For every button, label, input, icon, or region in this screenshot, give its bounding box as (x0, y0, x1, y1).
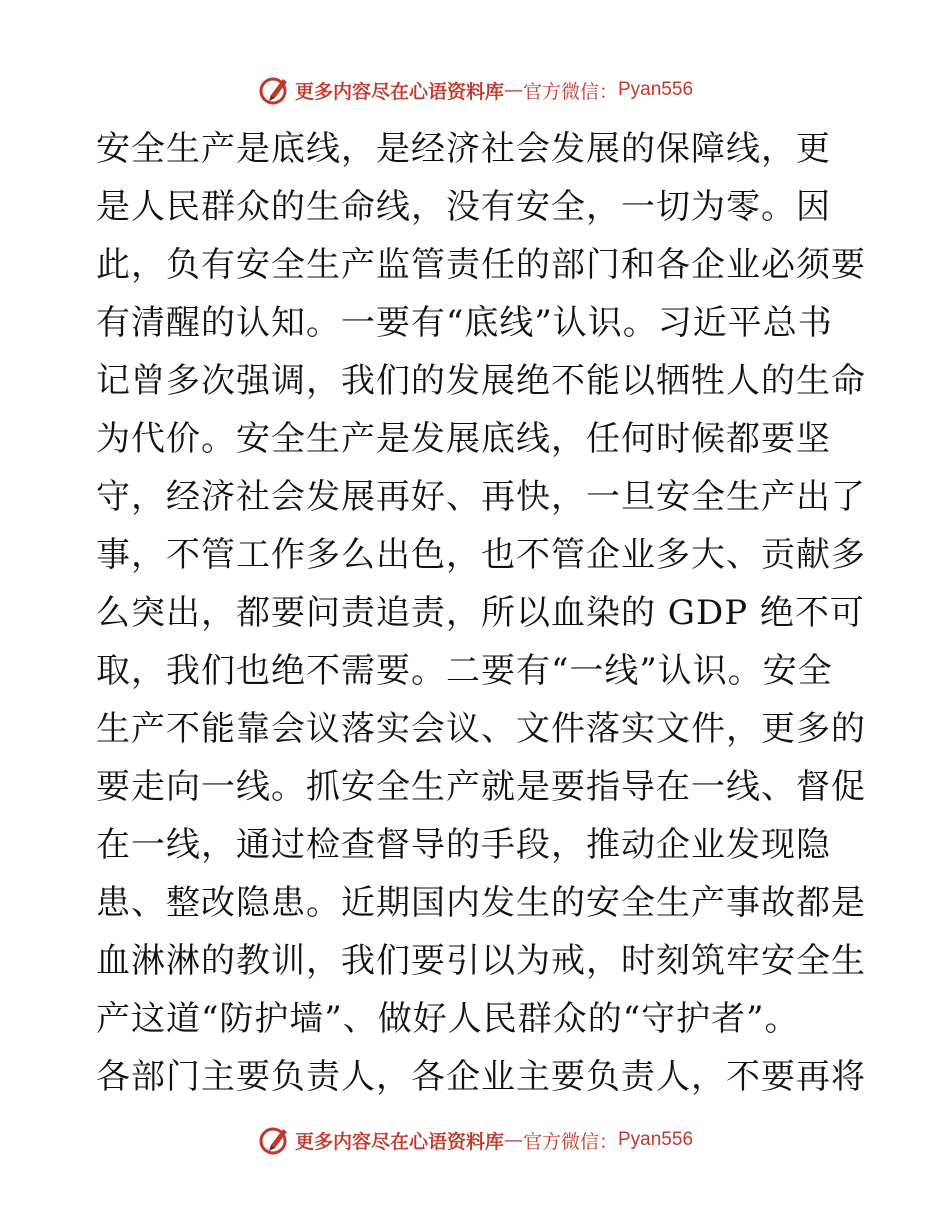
pen-nib-circle-logo-icon (257, 73, 291, 107)
body-line: 记曾多次强调，我们的发展绝不能以牺牲人的生命 (96, 361, 866, 401)
watermark-site-text: 更多内容尽在心语资料库 (294, 80, 504, 103)
header-watermark (0, 70, 950, 110)
body-line: 守，经济社会发展再好、再快，一旦安全生产出了 (96, 477, 866, 517)
watermark-separator: — (503, 1129, 523, 1151)
body-line: 是人民群众的生命线，没有安全，一切为零。因 (96, 187, 831, 227)
footer-watermark (0, 1120, 950, 1160)
body-line: 有清醒的认知。一要有“底线”认识。习近平总书 (96, 303, 833, 343)
body-line: 要走向一线。抓安全生产就是要指导在一线、督促 (96, 767, 866, 807)
body-line: 取，我们也绝不需要。二要有“一线”认识。安全 (96, 651, 833, 691)
body-line: 血淋淋的教训，我们要引以为戒，时刻筑牢安全生 (96, 941, 866, 981)
body-line: 生产不能靠会议落实会议、文件落实文件，更多的 (96, 709, 866, 749)
watermark-wechat-label: 官方微信： (522, 80, 618, 103)
body-line: 各部门主要负责人，各企业主要负责人，不要再将 (96, 1057, 866, 1097)
pen-nib-circle-logo-icon (257, 1123, 291, 1157)
watermark-wechat-id: Pyan556 (618, 79, 694, 100)
body-paragraph (96, 120, 866, 1106)
watermark-site-text: 更多内容尽在心语资料库 (294, 1130, 504, 1153)
body-line: 在一线，通过检查督导的手段，推动企业发现隐 (96, 825, 831, 865)
body-line: 事，不管工作多么出色，也不管企业多大、贡献多 (96, 535, 866, 575)
watermark-wechat-id: Pyan556 (618, 1129, 694, 1150)
watermark-separator: — (503, 79, 523, 101)
body-line: 此，负有安全生产监管责任的部门和各企业必须要 (96, 245, 866, 285)
body-line: 为代价。安全生产是发展底线，任何时候都要坚 (96, 419, 831, 459)
watermark-wechat-label: 官方微信： (522, 1130, 618, 1153)
body-line: 患、整改隐患。近期国内发生的安全生产事故都是 (96, 883, 866, 923)
body-line: 安全生产是底线，是经济社会发展的保障线，更 (96, 129, 831, 169)
body-line: 产这道“防护墙”、做好人民群众的“守护者”。 (96, 999, 800, 1039)
body-line: 么突出，都要问责追责，所以血染的 GDP 绝不可 (96, 593, 865, 633)
